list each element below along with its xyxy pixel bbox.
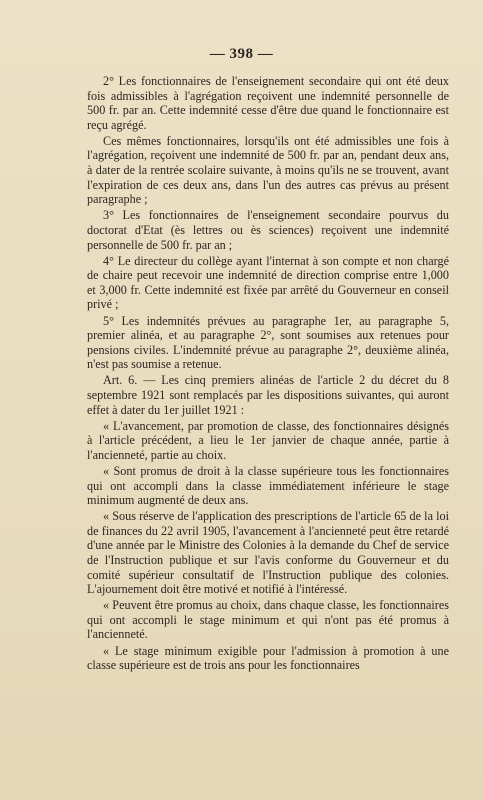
paragraph: Ces mêmes fonctionnaires, lorsqu'ils ont été admissibles une fois à l'agrégation, reçoivent une indemnité de 500 fr. par an, pendant deux ans, à dater de la rentrée scolaire suivante, à moins qu'ils ne se trouvent, avant l'expiration de ces deux ans, dans l'un des autres cas prévus au présent paragraphe ; [87,133,449,207]
paragraph: 3° Les fonctionnaires de l'enseignement secondaire pourvus du doctorat d'Etat (ès lettres ou ès sciences) reçoivent une indemnité personnelle de 500 fr. par an ; [87,208,449,252]
page-number: — 398 — [209,46,274,62]
paragraph: « Sont promus de droit à la classe supérieure tous les fonctionnaires qui ont accompli dans la classe immédiatement inférieure le stage minimum augmenté de deux ans. [87,463,449,508]
paragraph: « Le stage minimum exigible pour l'admission à promotion à une classe supérieure est de trois ans pour les fonctionnaires [87,643,449,673]
page-body [87,74,449,674]
paragraph: « Sous réserve de l'application des prescriptions de l'article 65 de la loi de finances du 22 avril 1905, l'avancement à l'ancienneté peut être retardé d'une année par le Ministre des Colonies à la demande du Chef de service de l'Instruction publique et sur l'avis conforme du Gouverneur et du comité supérieur consultatif de l'Instruction publique des colonies. L'ajournement doit être motivé et notifié à l'intéressé. [87,509,449,597]
paragraph: 2° Les fonctionnaires de l'enseignement secondaire qui ont été deux fois admissibles à l'agrégation reçoivent une indemnité personnelle de 500 fr. par an. Cette indemnité cesse d'être due quand le fonctionnaire est reçu agrégé. [87,74,449,132]
paragraph: 4° Le directeur du collège ayant l'internat à son compte et non chargé de chaire peut recevoir une indemnité de direction comprise entre 1,000 et 3,000 fr. Cette indemnité est fixée par arrêté du Gouverneur en conseil privé ; [87,253,449,312]
paragraph: « Peuvent être promus au choix, dans chaque classe, les fonctionnaires qui ont accompli le stage minimum et qui n'ont pas été promus à l'ancienneté. [87,598,449,642]
paragraph: 5° Les indemnités prévues au paragraphe 1er, au paragraphe 5, premier alinéa, et au paragraphe 2°, sont soumises aux retenues pour pensions civiles. L'indemnité prévue au paragraphe 2°, deuxième alinéa, n'est pas soumise a retenue. [87,313,449,372]
paragraph: Art. 6. — Les cinq premiers alinéas de l'article 2 du décret du 8 septembre 1921 sont remplacés par les dispositions suivantes, qui auront effet à dater du 1er juillet 1921 : [87,373,449,417]
paragraph: « L'avancement, par promotion de classe, des fonctionnaires désignés à l'article précédent, a lieu le 1er janvier de chaque année, partie à l'ancienneté, partie au choix. [87,418,449,462]
